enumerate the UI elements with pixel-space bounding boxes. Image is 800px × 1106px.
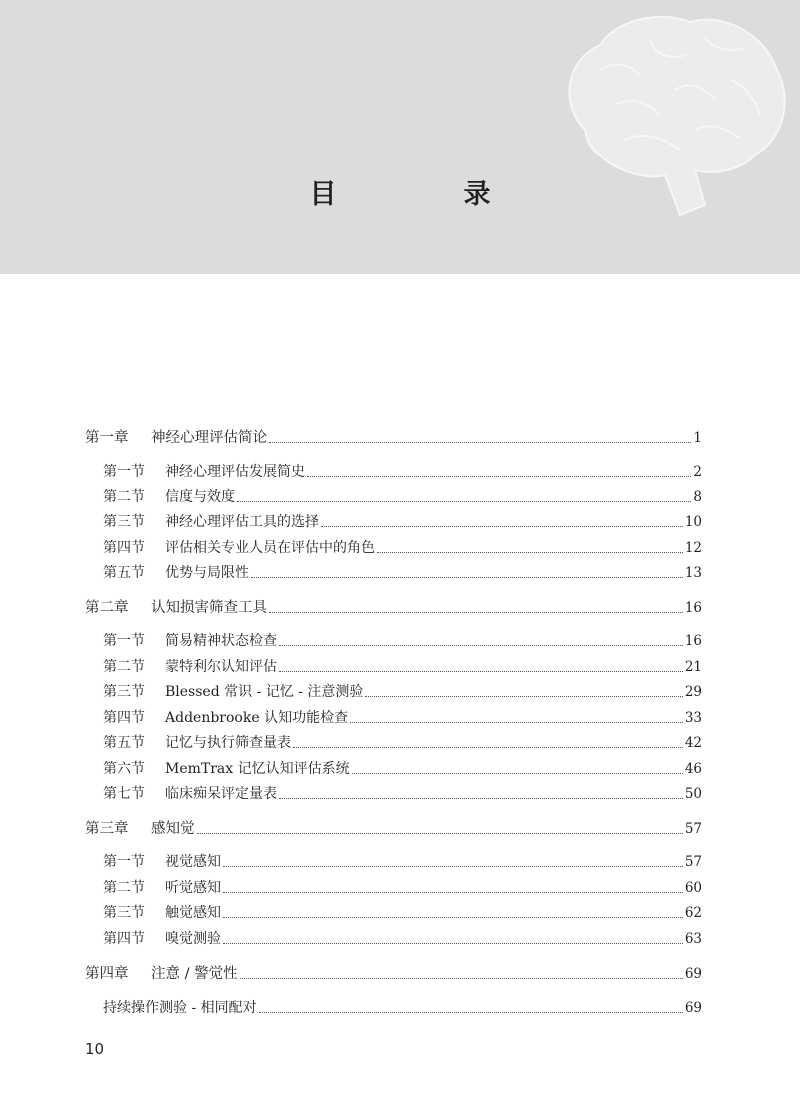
dot-leader [269, 441, 691, 443]
chapter-page: 57 [684, 821, 702, 837]
section-title: 信度与效度 [165, 489, 235, 505]
toc-section[interactable] [103, 997, 702, 1019]
toc-section[interactable] [103, 681, 702, 703]
section-label: 第七节 [103, 786, 145, 802]
toc-chapter-3[interactable] [85, 818, 702, 840]
section-label: 第一节 [103, 464, 145, 480]
section-page: 42 [684, 735, 702, 751]
toc-chapter-2[interactable] [85, 597, 702, 619]
toc-section[interactable] [103, 877, 702, 899]
toc-section[interactable] [103, 707, 702, 729]
toc-section[interactable] [103, 902, 702, 924]
chapter-label: 第四章 [85, 966, 129, 982]
chapter-title: 感知觉 [151, 821, 195, 837]
toc-section[interactable] [103, 928, 702, 950]
section-page: 2 [693, 464, 702, 480]
toc-section[interactable] [103, 851, 702, 873]
dot-leader [279, 644, 683, 646]
toc-section[interactable] [103, 537, 702, 559]
section-page: 8 [693, 489, 702, 505]
dot-leader [279, 670, 683, 672]
dot-leader [223, 891, 683, 893]
section-label: 第三节 [103, 514, 145, 530]
dot-leader [223, 916, 683, 918]
chapter-label: 第二章 [85, 600, 129, 616]
chapter-label: 第三章 [85, 821, 129, 837]
dot-leader [307, 475, 691, 477]
page-number: 10 [85, 1040, 105, 1058]
section-page: 62 [684, 905, 702, 921]
header-band [0, 0, 800, 274]
dot-leader [197, 832, 683, 834]
section-label: 第二节 [103, 880, 145, 896]
section-page: 16 [684, 633, 702, 649]
toc-section[interactable] [103, 486, 702, 508]
dot-leader [223, 865, 683, 867]
section-page: 29 [684, 684, 702, 700]
dot-leader [377, 551, 683, 553]
section-title: 记忆与执行筛查量表 [165, 735, 291, 751]
dot-leader [350, 721, 683, 723]
section-page: 57 [684, 854, 702, 870]
dot-leader [279, 797, 683, 799]
chapter-page: 69 [684, 966, 702, 982]
section-page: 60 [684, 880, 702, 896]
toc-section[interactable] [103, 783, 702, 805]
section-label: 第六节 [103, 761, 145, 777]
chapter-label: 第一章 [85, 430, 129, 446]
chapter-title: 注意 / 警觉性 [151, 966, 238, 982]
section-page: 63 [684, 931, 702, 947]
section-page: 12 [684, 540, 702, 556]
section-page: 13 [684, 565, 702, 581]
section-title: 听觉感知 [165, 880, 221, 896]
chapter-title: 认知损害筛查工具 [151, 600, 267, 616]
section-title: 嗅觉测验 [165, 931, 221, 947]
dot-leader [259, 1011, 683, 1013]
toc-section[interactable] [103, 656, 702, 678]
section-label: 第四节 [103, 710, 145, 726]
toc-section[interactable] [103, 630, 702, 652]
section-label: 第四节 [103, 931, 145, 947]
toc-section[interactable] [103, 562, 702, 584]
dot-leader [293, 746, 683, 748]
section-title: MemTrax 记忆认知评估系统 [165, 761, 350, 777]
section-title: 评估相关专业人员在评估中的角色 [165, 540, 375, 556]
section-page: 10 [684, 514, 702, 530]
toc-chapter-4[interactable] [85, 963, 702, 985]
section-page: 46 [684, 761, 702, 777]
section-title: 优势与局限性 [165, 565, 249, 581]
section-title: 简易精神状态检查 [165, 633, 277, 649]
section-label: 第四节 [103, 540, 145, 556]
toc-chapter-1[interactable] [85, 427, 702, 449]
section-page: 50 [684, 786, 702, 802]
section-label: 第三节 [103, 684, 145, 700]
dot-leader [269, 611, 683, 613]
section-title: 神经心理评估工具的选择 [165, 514, 319, 530]
section-label: 第二节 [103, 659, 145, 675]
section-label: 第三节 [103, 905, 145, 921]
section-page: 21 [684, 659, 702, 675]
chapter-page: 1 [693, 430, 702, 446]
section-label: 第一节 [103, 854, 145, 870]
dot-leader [352, 772, 683, 774]
section-label: 第一节 [103, 633, 145, 649]
section-label: 第五节 [103, 735, 145, 751]
section-title: Blessed 常识 - 记忆 - 注意测验 [165, 684, 364, 700]
page-title: 目 录 [309, 179, 541, 210]
section-title: 临床痴呆评定量表 [165, 786, 277, 802]
dot-leader [321, 525, 683, 527]
section-title: 触觉感知 [165, 905, 221, 921]
chapter-page: 16 [684, 600, 702, 616]
section-title: 神经心理评估发展简史 [165, 464, 305, 480]
dot-leader [237, 500, 691, 502]
toc-section[interactable] [103, 732, 702, 754]
chapter-title: 神经心理评估简论 [151, 430, 267, 446]
section-label: 第五节 [103, 565, 145, 581]
section-page: 69 [684, 1000, 702, 1016]
section-title: 持续操作测验 - 相同配对 [103, 1000, 257, 1016]
section-title: 视觉感知 [165, 854, 221, 870]
dot-leader [223, 942, 683, 944]
dot-leader [365, 695, 682, 697]
section-page: 33 [684, 710, 702, 726]
dot-leader [240, 977, 683, 979]
section-title: Addenbrooke 认知功能检查 [165, 710, 349, 726]
section-label: 第二节 [103, 489, 145, 505]
toc-section[interactable] [103, 461, 702, 483]
toc-section[interactable] [103, 511, 702, 533]
dot-leader [251, 576, 683, 578]
toc-section[interactable] [103, 758, 702, 780]
section-title: 蒙特利尔认知评估 [165, 659, 277, 675]
